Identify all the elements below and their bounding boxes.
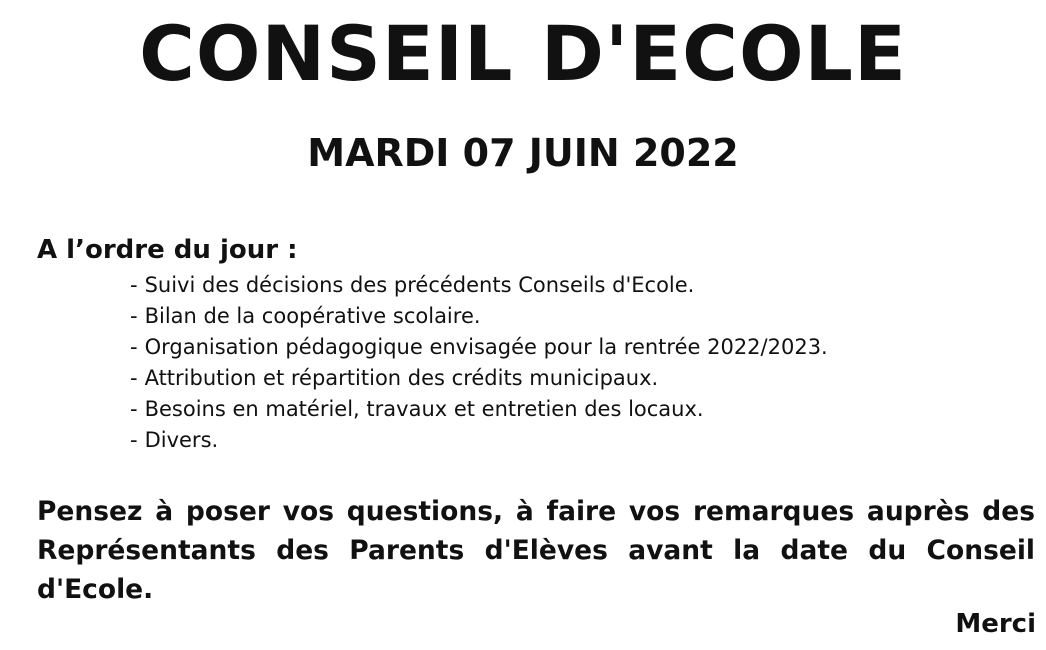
agenda-item [130,394,828,425]
bullet-dash: - [130,397,138,421]
agenda-item-text: Bilan de la coopérative scolaire. [144,304,481,328]
agenda-item [130,425,828,456]
agenda-item-text: Divers. [144,428,219,452]
agenda-item-text: Attribution et répartition des crédits municipaux. [144,366,659,390]
agenda-item [130,363,828,394]
closing-thanks: Merci [955,609,1036,639]
agenda-item [130,301,828,332]
bullet-dash: - [130,304,138,328]
agenda-item [130,332,828,363]
bullet-dash: - [130,428,138,452]
agenda-heading: A l’ordre du jour : [37,235,298,265]
agenda-item-text: Organisation pédagogique envisagée pour la rentrée 2022/2023. [144,335,828,359]
bullet-dash: - [130,273,138,297]
bullet-dash: - [130,335,138,359]
page-title: CONSEIL D'ECOLE [139,9,907,98]
agenda-list [130,270,828,456]
bullet-dash: - [130,366,138,390]
agenda-item-text: Suivi des décisions des précédents Conseils d'Ecole. [144,273,695,297]
meeting-date: MARDI 07 JUIN 2022 [307,131,739,175]
notice-paragraph: Pensez à poser vos questions, à faire vos remarques auprès des Représentants des Parents d'Elèves avant la date du Conseil d'Ecole. [37,496,1035,605]
agenda-item [130,270,828,301]
agenda-item-text: Besoins en matériel, travaux et entretien des locaux. [144,397,704,421]
